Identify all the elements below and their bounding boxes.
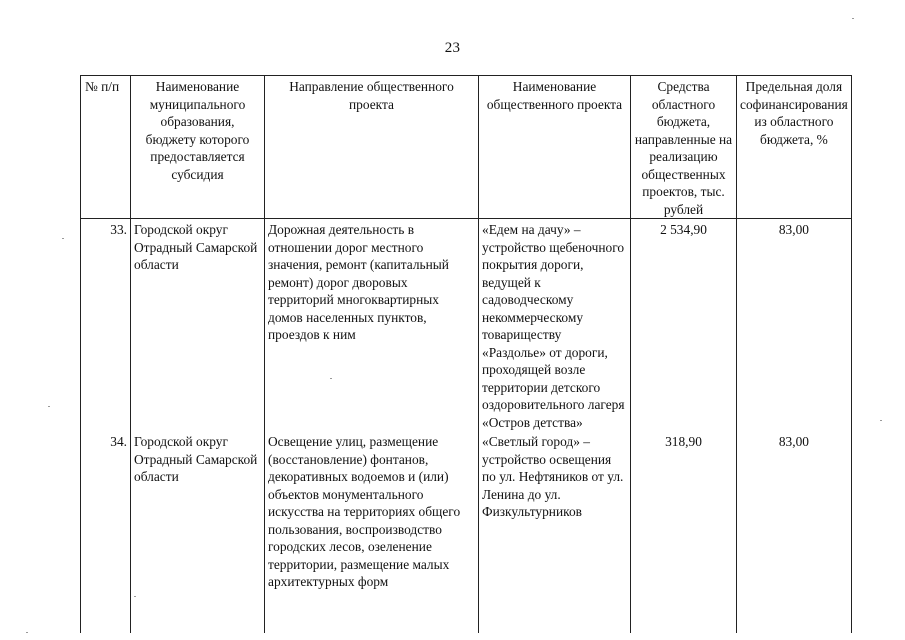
scan-speck [26, 632, 28, 633]
municipality-cell: Городской округ Отрадный Самарской области [131, 431, 265, 633]
cofinancing-share-cell: 83,00 [737, 431, 852, 633]
table-row [81, 219, 852, 432]
budget-funds-cell: 2 534,90 [631, 219, 737, 432]
municipality-cell: Городской округ Отрадный Самарской области [131, 219, 265, 432]
row-number: 34. [81, 431, 131, 633]
direction-cell: Дорожная деятельность в отношении дорог местного значения, ремонт (капитальный ремонт) дорог дворовых территорий многоквартирных домов населенных пунктов, проездов к ним [265, 219, 479, 432]
table-header-row [81, 76, 852, 219]
scan-speck [48, 406, 50, 407]
project-name-cell: «Светлый город» – устройство освещения по ул. Нефтяников от ул. Ленина до ул. Физкультурников [479, 431, 631, 633]
scan-speck [62, 238, 64, 239]
scan-speck [852, 18, 854, 19]
header-municipality: Наименование муниципального образования, бюджету которого предоставляется субсидия [131, 76, 265, 219]
scan-speck [134, 596, 136, 597]
subsidy-table [80, 75, 852, 633]
header-direction: Направление общественного проекта [265, 76, 479, 219]
row-number: 33. [81, 219, 131, 432]
project-name-cell: «Едем на дачу» – устройство щебеночного покрытия дороги, ведущей к садоводческому некоммерческому товариществу «Раздолье» от дороги, проходящей возле территории детского оздоровительного лагеря «Остров детства» [479, 219, 631, 432]
header-budget-funds: Средства областного бюджета, направленные на реализацию общественных проектов, тыс. рублей [631, 76, 737, 219]
header-number: № п/п [81, 76, 131, 219]
scan-speck [880, 420, 882, 421]
budget-funds-cell: 318,90 [631, 431, 737, 633]
scan-speck [330, 378, 332, 379]
cofinancing-share-cell: 83,00 [737, 219, 852, 432]
header-cofinancing-share: Предельная доля софинансирования из областного бюджета, % [737, 76, 852, 219]
header-project-name: Наименование общественного проекта [479, 76, 631, 219]
page-number: 23 [444, 40, 461, 56]
table-row [81, 431, 852, 633]
direction-cell: Освещение улиц, размещение (восстановление) фонтанов, декоративных водоемов и (или) объектов монументального искусства на территориях общего пользования, воспроизводство городских лесов, озеленение территории, размещение малых архитектурных форм [265, 431, 479, 633]
